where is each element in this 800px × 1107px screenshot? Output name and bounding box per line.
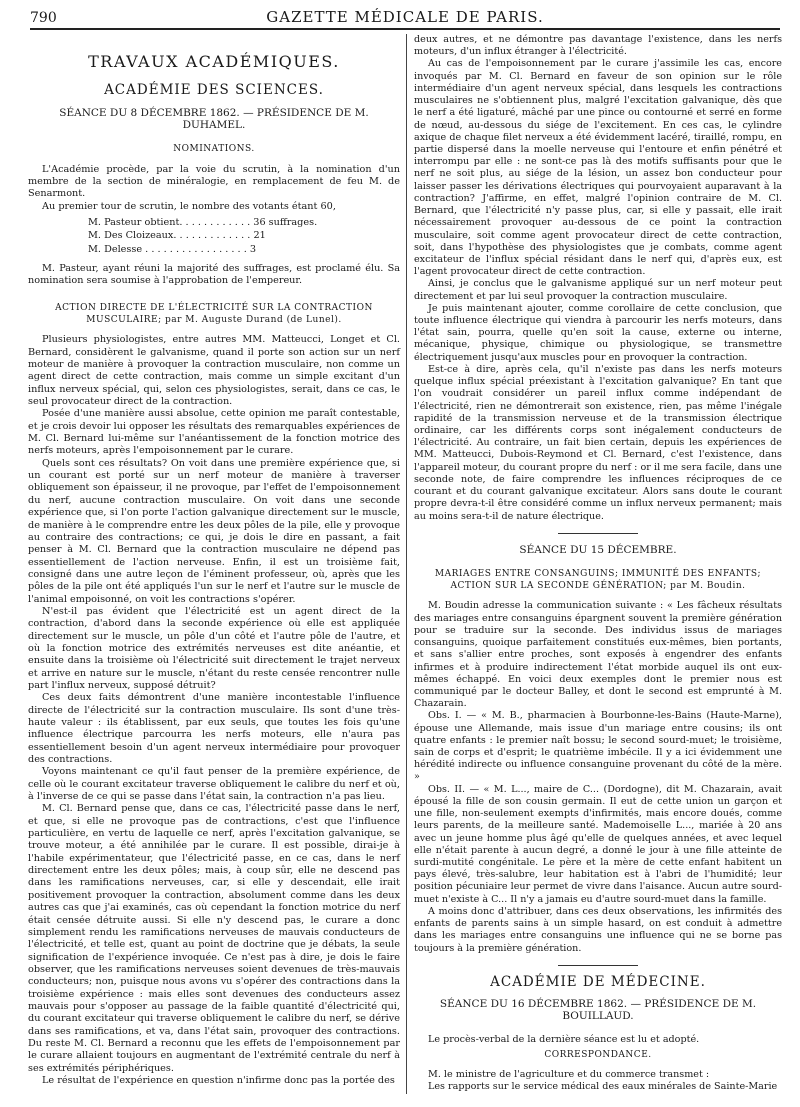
page-header [30,6,780,28]
academy-heading: ACADÉMIE DE MÉDECINE. [490,973,706,990]
paragraph: Au cas de l'empoisonnement par le curare j'assimile les cas, encore invoqués par M. Cl. Bernard en faveur de son opinion sur le rôle intermédiaire d'un agent nerveux spécial, dans lesquels les contractions musculaires ne s'obtiennent plus, malgré l'excitation galvanique, dès que le nerf a été ligaturé, mâché par une pince ou contourné et serré en forme de nœud, au-dessous du siége de l'excitement. En ces cas, le cylindre axique de chaque filet nerveux a été évidemment lacéré, tiraillé, rompu, en partie dispersé dans la moelle nerveuse qui l'entoure et enfin pénétré et interrompu par elle : ne sont-ce pas là des motifs suffisants pour que le nerf ne soit plus, au siége de la lésion, un assez bon conducteur pour laisser passer les dérivations électriques qui pourvoyaient auparavant à la contraction? J'affirme, en effet, malgré l'opinion contraire de M. Cl. Bernard, que l'électricité n'y passe plus, car, si elle y passait, elle irait nécessairement provoquer au-dessous de ce point la contraction musculaire, soit comme agent provocateur direct de cette contraction, soit, dans l'hypothèse des physiologistes que je combats, comme agent excitateur de l'influx spécial résidant dans le nerf qui, d'après eux, est l'agent provocateur direct de cette contraction. [414,58,782,278]
academy-heading: ACADÉMIE DES SCIENCES. [104,82,324,99]
paragraph: Voyons maintenant ce qu'il faut penser de la première expérience, de celle où le courant excitateur traverse obliquement le calibre du nerf et où, à l'inverse de ce qui se passe dans l'état sain, la contraction n'a pas lieu. [28,766,400,803]
paragraph: M. Cl. Bernard pense que, dans ce cas, l'électricité passe dans le nerf, et que, si elle ne provoque pas de contractions, c'est que l'influence particulière, en vertu de laquelle ce nerf, après l'excitation galvanique, se trouve moteur, a été annihilée par le curare. Il est possible, dirai-je à l'habile expérimentateur, que l'électricité passe, en ce cas, dans le nerf directement entre les deux pôles; mais, à coup sûr, elle ne descend pas dans les ramifications nerveuses, car, si elle y descendait, elle irait positivement provoquer la contraction, absolument comme dans les deux autres cas que j'ai examinés, cas où cependant la fonction motrice du nerf était censée détruite aussi. Si elle n'y descend pas, le curare a donc simplement rendu les ramifications nerveuses de mauvais conducteurs de l'électricité, et telle est, quant au point de doctrine que je débats, la seule signification de l'expérience invoquée. Ce n'est pas à dire, je dois le faire observer, que les ramifications nerveuses soient devenues de très-mauvais conducteurs; non, puisque nous avons vu s'opérer des contractions dans la troisième expérience : mais elles sont devenues des conducteurs assez mauvais pour s'opposer au passage de la faible quantité d'électricité qui, du courant excitateur qui traverse obliquement le calibre du nerf, se dérive dans ses ramifications, et va, dans l'état sain, provoquer des contractions. Du reste M. Cl. Bernard a reconnu que les effets de l'empoisonnement par le curare allaient toujours en augmentant de l'extrémité centrale du nerf à ses extrémités périphériques. [28,803,400,1074]
article-title: MARIAGES ENTRE CONSANGUINS; IMMUNITÉ DES ENFANTS; ACTION SUR LA SECONDE GÉNÉRATION; par M. Boudin. [434,568,762,592]
vote-list [88,217,400,257]
vote-row: M. Des Cloizeaux. . . . . . . . . . . . . 21 [88,230,266,242]
right-column [414,34,782,1093]
section-title: TRAVAUX ACADÉMIQUES. [88,52,340,71]
paragraph: M. Pasteur, ayant réuni la majorité des suffrages, est proclamé élu. Sa nomination sera soumise à l'approbation de l'empereur. [28,262,400,287]
paragraph: M. le ministre de l'agriculture et du commerce transmet : [428,1068,710,1080]
seance-heading: SÉANCE DU 15 DÉCEMBRE. [519,543,677,556]
article-title: ACTION DIRECTE DE L'ÉLECTRICITÉ SUR LA CONTRACTION MUSCULAIRE; par M. Auguste Durand (de Lunel). [55,302,373,326]
paragraph: Est-ce à dire, après cela, qu'il n'existe pas dans les nerfs moteurs quelque influx spécial préexistant à l'excitation galvanique? En tant que l'on voudrait considérer un pareil influx comme indépendant de l'électricité, rien ne démontrerait son existence, rien, pas même l'inégale rapidité de la transmission nerveuse et de la transmission électrique ordinaire, car les différents corps sont inégalement conducteurs de l'électricité. Au contraire, un fait bien certain, depuis les expériences de MM. Matteucci, Dubois-Reymond et Cl. Bernard, c'est l'existence, dans l'appareil moteur, du courant propre du nerf : or il me sera facile, dans une seconde note, de faire comprendre les influences réciproques de ce courant et du courant galvanique excitateur. Alors sans doute le courant propre devra-t-il être considéré comme un influx nerveux permanent; mais au moins sera-t-il de nature électrique. [414,363,782,522]
paragraph: Je puis maintenant ajouter, comme corollaire de cette conclusion, que toute influence électrique qui viendra à parcourir les nerfs moteurs, dans l'état sain, pourra, quelle qu'en soit la cause, externe ou interne, mécanique, physique, chimique ou physiologique, se transmettre électriquement jusqu'aux muscles pour en provoquer la contraction. [414,302,782,363]
column-divider [406,34,407,1094]
seance-heading: SÉANCE DU 16 DÉCEMBRE 1862. — PRÉSIDENCE DE M. BOUILLAUD. [439,997,757,1023]
paragraph: Plusieurs physiologistes, entre autres MM. Matteucci, Longet et Cl. Bernard, considèrent le galvanisme, quand il porte son action sur un nerf moteur de manière à provoquer la contraction musculaire, non comme un agent direct de cette contraction, mais comme un simple excitant d'un influx nerveux spécial, qui, selon ces physiologistes, serait, dans ce cas, le seul provocateur direct de la contraction. [28,334,400,408]
left-column [28,34,400,1087]
vote-row: M. Delesse . . . . . . . . . . . . . . . . . 3 [88,243,257,255]
vote-row: M. Pasteur obtient. . . . . . . . . . . . 36 suffrages. [88,217,318,229]
correspondance-heading: CORRESPONDANCE. [544,1049,652,1060]
nominations-heading: NOMINATIONS. [173,144,255,155]
paragraph: A moins donc d'attribuer, dans ces deux observations, les infirmités des enfants de parents sains à un simple hasard, on est conduit à admettre dans les mariages entre consanguins une influence qui ne se borne pas toujours à la première génération. [414,905,782,954]
paragraph: Obs. I. — « M. B., pharmacien à Bourbonne-les-Bains (Haute-Marne), épouse une Allemande, mais issue d'un mariage entre cousins; ils ont quatre enfants : le premier naît bossu; le second sourd-muet; le troisième, sain de corps et d'esprit; le quatrième imbécile. Il y a ici évidemment une hérédité indirecte ou influence consanguine provenant du côté de la mère. » [414,710,782,783]
paragraph: L'Académie procède, par la voie du scrutin, à la nomination d'un membre de la section de minéralogie, en remplacement de feu M. de Senarmont. [28,163,400,200]
paragraph: Au premier tour de scrutin, le nombre des votants étant 60, [42,200,336,212]
page-number: 790 [30,10,57,26]
seance-heading: SÉANCE DU 8 DÉCEMBRE 1862. — PRÉSIDENCE DE M. DUHAMEL. [59,106,369,132]
publication-title: GAZETTE MÉDICALE DE PARIS. [266,8,544,26]
paragraph: Posée d'une manière aussi absolue, cette opinion me paraît contestable, et je crois devoir lui opposer les résultats des remarquables expériences de M. Cl. Bernard lui-même sur l'anéantissement de la fonction motrice des nerfs moteurs, après l'empoisonnement par le curare. [28,408,400,457]
paragraph: Les rapports sur le service médical des eaux minérales de Sainte-Marie [428,1081,778,1093]
paragraph: N'est-il pas évident que l'électricité est un agent direct de la contraction, d'abord dans la seconde expérience où elle est appliquée directement sur le muscle, un pôle d'un côté et l'autre pôle de l'autre, et où la fonction motrice des extrémités nerveuses est dite anéantie, et ensuite dans la troisième où l'électricité suit directement le trajet nerveux et arrive en nature sur le muscle, n'étant du reste censée rencontrer nulle part l'influx nerveux, supposé détruit? [28,605,400,691]
paragraph: Le résultat de l'expérience en question n'infirme donc pas la portée des [42,1074,395,1086]
section-rule [558,965,638,966]
paragraph: Obs. II. — « M. L..., maire de C... (Dordogne), dit M. Chazarain, avait épousé la fille de son cousin germain. Il eut de cette union un garçon et une fille, non-seulement exempts d'infirmités, mais encore doués, comme leurs parents, de la meilleure santé. Mademoiselle L..., mariée à 20 ans avec un jeune homme plus âgé qu'elle de quelques années, et avec lequel elle n'était parente à aucun degré, a donné le jour à une fille atteinte de surdi-mutité congénitale. Le père et la mère de cette enfant habitent un pays élevé, très-salubre, leur habitation est à l'abri de l'humidité; leur position pécuniaire leur permet de vivre dans l'aisance. Aucun autre sourd-muet n'existe à C... Il n'y a jamais eu d'autre sourd-muet dans la famille. [414,783,782,905]
section-rule [558,533,638,534]
paragraph: deux autres, et ne démontre pas davantage l'existence, dans les nerfs moteurs, d'un influx étranger à l'électricité. [414,34,782,58]
paragraph: Ces deux faits démontrent d'une manière incontestable l'influence directe de l'électricité sur la contraction musculaire. Ils sont d'une très-haute valeur : ils établissent, par eux seuls, que toutes les fois qu'une influence électrique parcourra les nerfs moteurs, elle n'aura pas essentiellement besoin d'un agent nerveux intermédiaire pour provoquer des contractions. [28,692,400,766]
paragraph: Le procès-verbal de la dernière séance est lu et adopté. [428,1034,700,1046]
header-rule [30,28,780,30]
paragraph: Quels sont ces résultats? On voit dans une première expérience que, si un courant est porté sur un nerf moteur de manière à traverser obliquement son épaisseur, il ne provoque, par l'effet de l'empoisonnement du nerf, aucune contraction musculaire. On voit dans une seconde expérience que, si l'on porte l'action galvanique directement sur le muscle, de manière à le comprendre entre les deux pôles de la pile, elle y provoque au contraire des contractions; ce qui, je dois le dire en passant, a fait penser à M. Cl. Bernard que la contraction musculaire ne dépend pas essentiellement de l'action nerveuse. Enfin, il est un troisième fait, consigné dans une autre leçon de l'éminent professeur, où, après que les pôles de la pile ont été appliqués l'un sur le nerf et l'autre sur le muscle de l'animal empoisonné, on voit les contractions s'opérer. [28,457,400,605]
paragraph: Ainsi, je conclus que le galvanisme appliqué sur un nerf moteur peut directement et par lui seul provoquer la contraction musculaire. [414,278,782,302]
paragraph: M. Boudin adresse la communication suivante : « Les fâcheux résultats des mariages entre consanguins épargnent souvent la première génération pour se traduire sur la seconde. Des individus issus de mariages consanguins, quoique parfaitement constitués eux-mêmes, bien portants, et sans s'allier entre proches, sont exposés à engendrer des enfants infirmes et à produire indirectement l'état morbide auquel ils ont eux-mêmes échappé. En voici deux exemples dont le premier nous est communiqué par le docteur Balley, et dont le second est emprunté à M. Chazarain. [414,600,782,710]
